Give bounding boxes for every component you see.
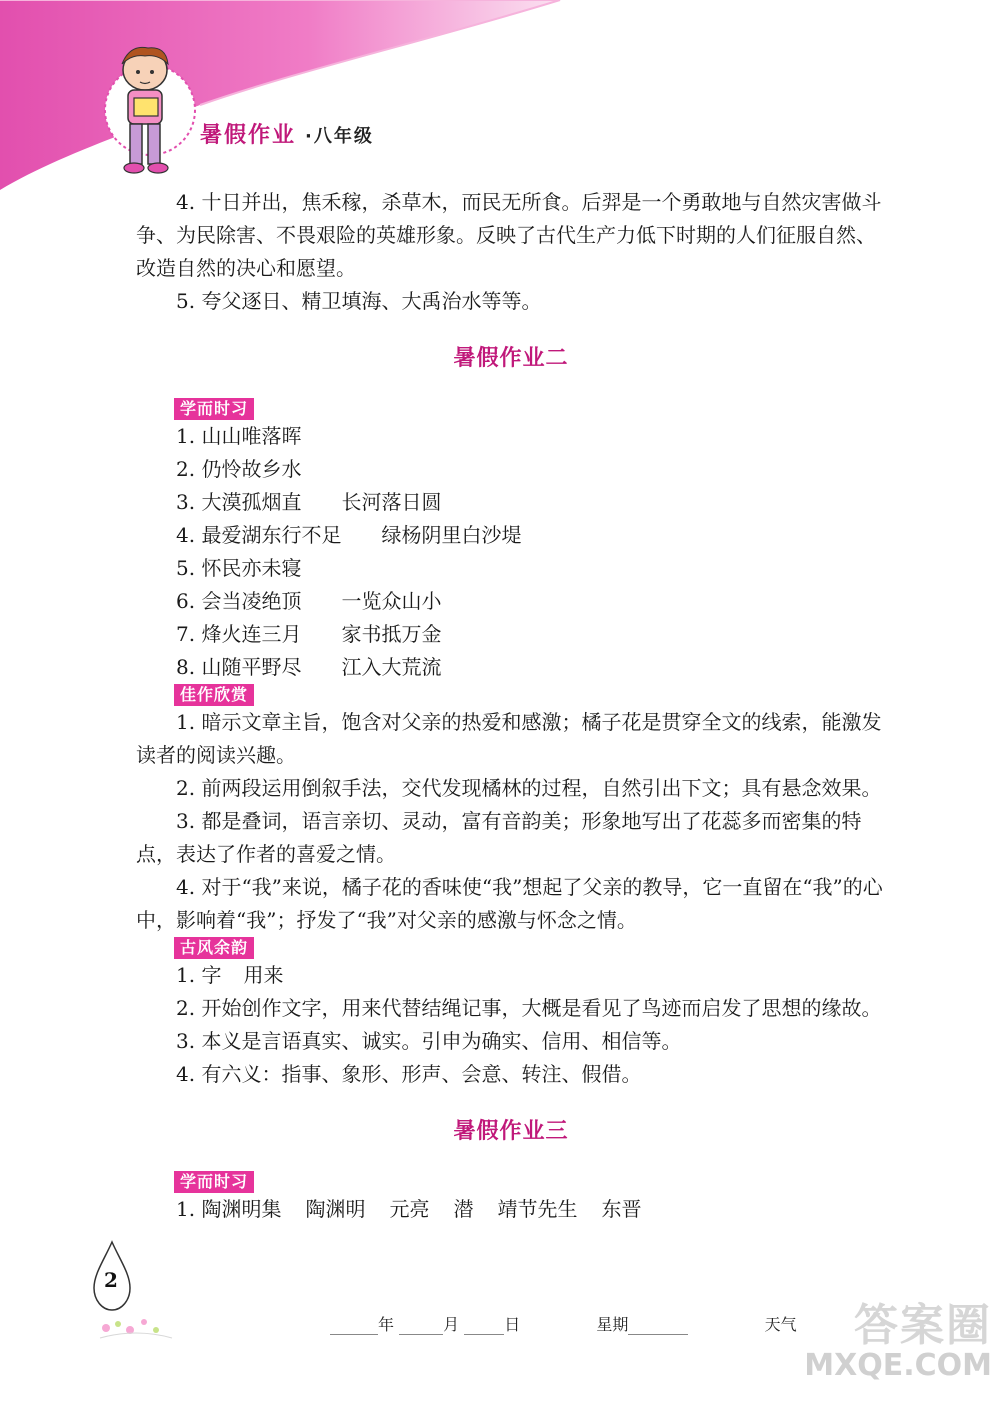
- category-tag-xueer: 学而时习: [174, 398, 254, 420]
- answer-paragraph: 5. 夸父逐日、精卫填海、大禹治水等等。: [176, 289, 542, 313]
- section-title: 暑假作业三: [453, 1118, 569, 1144]
- list-item: 3. 大漠孤烟直 长河落日圆: [176, 490, 442, 514]
- weather-label: 天气: [764, 1315, 797, 1334]
- list-item: 7. 烽火连三月 家书抵万金: [176, 622, 442, 646]
- date-weather-line: [330, 1312, 797, 1335]
- watermark-url: MXQE.COM: [804, 1348, 992, 1383]
- answer-paragraph: 4. 对于“我”来说，橘子花的香味使“我”想起了父亲的教导，它一直留在“我”的心中，影响着“我”；抒发了“我”对父亲的感激与怀念之情。: [136, 875, 883, 932]
- month-label: 月: [443, 1315, 460, 1334]
- list-item: 1. 山山唯落晖: [176, 424, 302, 448]
- list-item: 1. 陶渊明集 陶渊明 元亮 潜 靖节先生 东晋: [176, 1197, 642, 1221]
- list-item: 2. 开始创作文字，用来代替结绳记事，大概是看见了鸟迹而启发了思想的缘故。: [176, 996, 882, 1020]
- answer-paragraph: 2. 前两段运用倒叙手法，交代发现橘林的过程，自然引出下文；具有悬念效果。: [176, 776, 882, 800]
- year-blank: [330, 1318, 378, 1335]
- answer-content: [136, 186, 886, 1226]
- day-label: 日: [504, 1315, 521, 1334]
- list-item: 2. 仍怜故乡水: [176, 457, 302, 481]
- weekday-label: 星期: [596, 1315, 629, 1334]
- watermark-text: 答案圈: [854, 1300, 992, 1351]
- weekday-blank: [628, 1318, 688, 1335]
- page-number: 2: [104, 1268, 118, 1292]
- year-label: 年: [378, 1315, 395, 1334]
- list-item: 4. 有六义：指事、象形、形声、会意、转注、假借。: [176, 1062, 642, 1086]
- section-title: 暑假作业二: [453, 345, 569, 371]
- header-title: [200, 118, 374, 149]
- list-item: 4. 最爱湖东行不足 绿杨阴里白沙堤: [176, 523, 522, 547]
- day-blank: [464, 1318, 504, 1335]
- series-name: 暑假作业: [200, 122, 297, 148]
- flowers-decoration-icon: [96, 1310, 176, 1340]
- list-item: 6. 会当凌绝顶 一览众山小: [176, 589, 442, 613]
- answer-paragraph: 1. 暗示文章主旨，饱含对父亲的热爱和感激；橘子花是贯穿全文的线索，能激发读者的阅读兴趣。: [136, 710, 882, 767]
- month-blank: [399, 1318, 443, 1335]
- list-item: 1. 字 用来: [176, 963, 284, 987]
- list-item: 3. 本义是言语真实、诚实。引申为确实、信用、相信等。: [176, 1029, 682, 1053]
- answer-paragraph: 3. 都是叠词，语言亲切、灵动，富有音韵美；形象地写出了花蕊多而密集的特点，表达了作者的喜爱之情。: [136, 809, 862, 866]
- reading-boy-illustration: [100, 40, 190, 180]
- list-item: 5. 怀民亦未寝: [176, 556, 302, 580]
- category-tag-gufeng: 古风余韵: [174, 937, 254, 959]
- list-item: 8. 山随平野尽 江入大荒流: [176, 655, 442, 679]
- category-tag-xueer: 学而时习: [174, 1171, 254, 1193]
- site-watermark: [804, 1302, 992, 1382]
- answer-paragraph: 4. 十日并出，焦禾稼，杀草木，而民无所食。后羿是一个勇敢地与自然灾害做斗争、为民除害、不畏艰险的英雄形象。反映了古代生产力低下时期的人们征服自然、改造自然的决心和愿望。: [136, 190, 882, 280]
- category-tag-jiazuo: 佳作欣赏: [174, 684, 254, 706]
- grade-label: ·八年级: [305, 126, 374, 147]
